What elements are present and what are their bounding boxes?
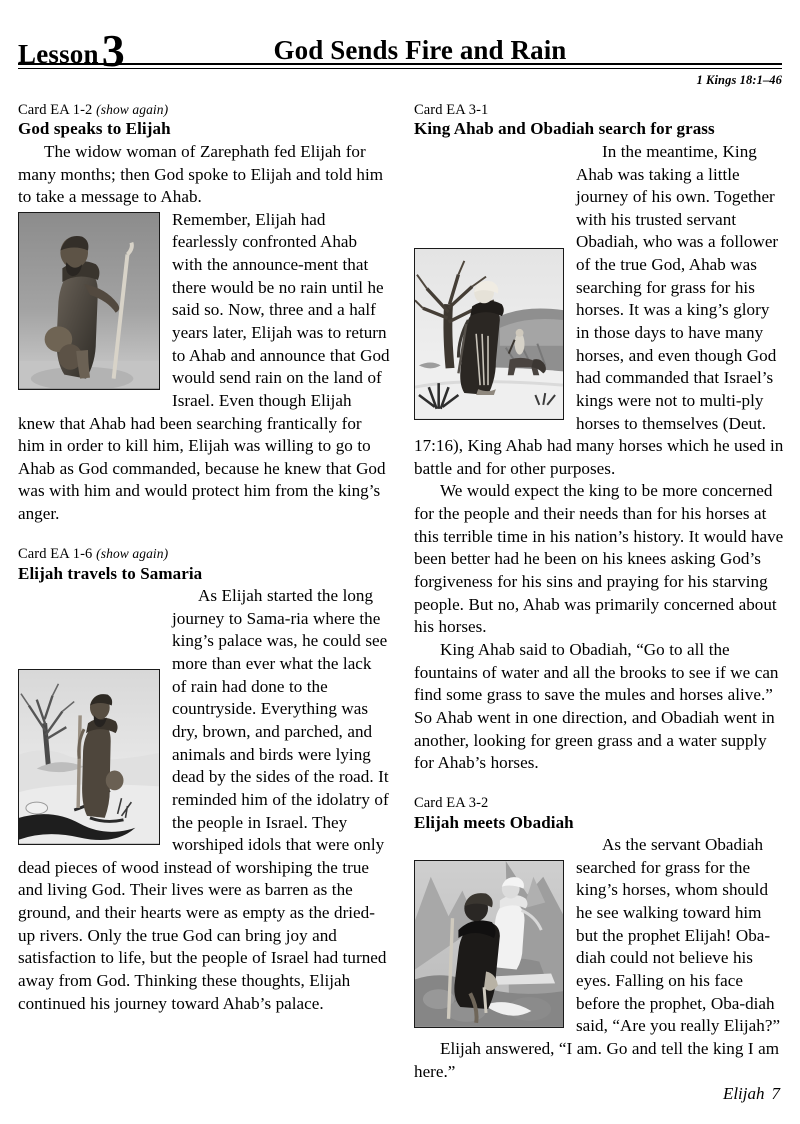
scripture-reference: 1 Kings 18:1–46 (696, 72, 782, 87)
card-label-text: Card EA 1-6 (18, 545, 93, 562)
paragraph: As Elijah started the long journey to Sama-ria where the king’s palace was, he could see more than ever what the lack of rain had done to the countryside. Everything was dry, brown, and parched, and animals and birds were lying dead by the sides of the road. It reminded him of the idolatry of the people in Israel. They worshiped idols that were only dead pieces of wood instead of worshiping the true and living God. Their lives were as barren as the ground, and their hearts were as empty as the dried-up rivers. Only the true God can bring joy and satisfaction to life, but the people of Israel had turned away from God. Thinking these thoughts, Elijah continued his journey toward Ahab’s palace. (18, 586, 389, 1013)
card-note-show-again: (show again) (96, 545, 169, 561)
card-label-ea-1-2 (18, 102, 390, 120)
lesson-number: 3 (101, 25, 125, 76)
section-elijah-meets-obadiah (414, 795, 786, 1083)
section-heading: Elijah meets Obadiah (414, 812, 574, 832)
footer-page-number: 7 (771, 1084, 780, 1103)
page-title: God Sends Fire and Rain (273, 35, 567, 65)
card-label-ea-1-6 (18, 546, 390, 564)
figure-elijah-barren-road (18, 669, 160, 845)
paragraph: As the servant Obadiah searched for grass for the king’s horses, whom should he see walking toward him but the prophet Elijah! Oba-diah could not believe his eyes. Falling on his face before the prophet, Oba-diah said, “Are you really Elijah?” (576, 835, 781, 1036)
spacer (18, 526, 390, 546)
card-label-ea-3-2 (414, 795, 786, 813)
ahab-and-obadiah-journey-illustration (415, 249, 563, 419)
card-note-show-again: (show again) (96, 101, 169, 117)
paragraph: Elijah answered, “I am. Go and tell the king I am here.” (414, 1038, 780, 1081)
elijah-on-barren-road-illustration (19, 670, 159, 844)
figure-elijah-meets-obadiah (414, 860, 564, 1028)
section-king-ahab-and-obadiah-search-for-grass (414, 102, 786, 775)
section-elijah-travels-to-samaria (18, 546, 390, 1016)
page-header (18, 0, 782, 76)
elijah-meets-obadiah-illustration (415, 861, 563, 1027)
figure-ahab-and-obadiah (414, 248, 564, 420)
right-column (414, 102, 786, 1084)
footer-book-title: Elijah (722, 1084, 765, 1103)
card-label-text: Card EA 1-2 (18, 101, 93, 118)
body-columns (18, 102, 782, 1084)
paragraph: In the meantime, King Ahab was taking a little journey of his own. Together with his trusted servant Obadiah, who was a follower of the true God, Ahab was searching for grass for his horses. It was a king’s glory in those days to have many horses, and even though God had commanded that Israel’s kings were not to multi-ply horses to themselves (Deut. 17:16), King Ahab had many horses which he used in battle and for other purposes. (414, 141, 784, 478)
figure-elijah-with-staff (18, 212, 160, 390)
spacer (414, 775, 786, 795)
section-god-speaks-to-elijah (18, 102, 390, 526)
paragraph: King Ahab said to Obadiah, “Go to all the fountains of water and all the brooks to see if we can find some grass to save the mules and horses alive.” So Ahab went in one direction, and Obadiah went in another, looking for green grass and a water supply for Ahab’s horses. (414, 639, 779, 773)
section-heading: King Ahab and Obadiah search for grass (414, 119, 715, 139)
header-row (18, 25, 782, 76)
paragraph: Remember, Elijah had fearlessly confronted Ahab with the announce-ment that there would be no rain until he said so. Now, three and a half years later, Elijah was to return to Ahab and announce that God would send rain on the land of Israel. Even though Elijah knew that Ahab had been searching frantically for him in order to kill him, Elijah was willing to go to Ahab as God commanded, because he knew that God was with him and would protect him from the king’s anger. (18, 209, 390, 524)
section-heading: God speaks to Elijah (18, 119, 171, 139)
left-column (18, 102, 390, 1016)
card-label-text: Card EA 3-2 (414, 794, 489, 811)
card-label-text: Card EA 3-1 (414, 101, 489, 118)
section-heading: Elijah travels to Samaria (18, 563, 203, 583)
lesson-word: Lesson (18, 39, 99, 69)
elijah-with-staff-illustration (19, 213, 159, 388)
paragraph: We would expect the king to be more concerned for the people and their needs than for his horses at this terrible time in his nation’s history. It would have been better had he been on his knees asking God’s forgiveness for his sins and praying for his starving people. But no, Ahab was primarily concerned about his horses. (414, 481, 784, 637)
paragraph: The widow woman of Zarephath fed Elijah for many months; then God spoke to Elijah and told him to take a message to Ahab. (18, 141, 384, 207)
page-footer (18, 1084, 780, 1104)
card-label-ea-3-1 (414, 102, 786, 120)
header-rule-thick (18, 63, 782, 65)
